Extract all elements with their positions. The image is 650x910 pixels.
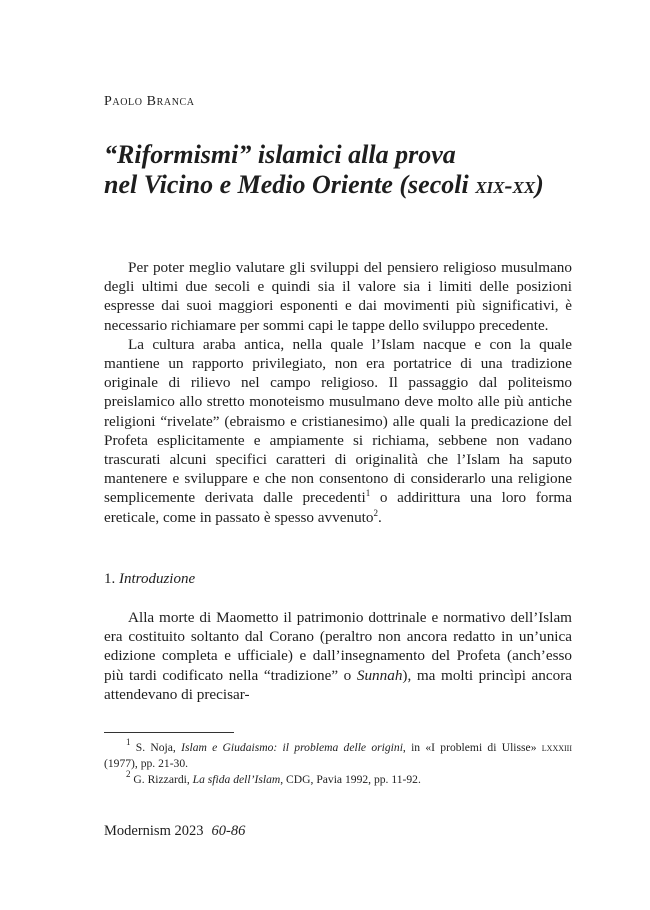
page-range: 60-86 <box>211 823 246 839</box>
author-name: Paolo Branca <box>104 94 195 109</box>
journal-name: Modernism 2023 <box>104 823 204 839</box>
footnote-ref-2[interactable]: 2 <box>373 507 378 518</box>
article-body <box>104 258 572 527</box>
section-body <box>104 608 572 704</box>
section-number: 1. <box>104 571 116 587</box>
footnote-1: $^1$ S. Noja, Islam e Giudaismo: il problema delle origini, in «I problemi di Ulisse» lxxxiii (1977), pp. 21-30. <box>104 737 572 770</box>
footnote-2: $^2$ G. Rizzardi, La sfida dell’Islam, CDG, Pavia 1992, pp. 11-92. <box>126 769 421 786</box>
title-line-1: “Riformismi” islamici alla prova <box>104 140 456 169</box>
footnote-divider <box>104 732 234 733</box>
footnote-ref-1[interactable]: 1 <box>365 488 371 499</box>
article-title <box>104 140 574 201</box>
footnotes <box>104 737 572 788</box>
paragraph-1: Per poter meglio valutare gli sviluppi del pensiero religioso musulmano degli ultimi due secoli e quindi sia il valore sia i limiti delle posizioni espresse dai suoi maggiori esponenti e dai movimenti più significativi, è necessario richiamare per sommi capi le tappe dello sviluppo precedente. <box>104 259 572 334</box>
section-heading <box>104 571 195 588</box>
paragraph-2: La cultura araba antica, nella quale l’Islam nacque e con la quale mantiene un rapporto privilegiato, non era portatrice di una tradizione originale di rilievo nel campo religioso. Il passaggio dal politeismo preislamico allo stretto monoteismo musulmano deve molto alle più antiche religioni “rivelate” (ebraismo e cristianesimo) alle quali la predicazione del Profeta esplicitamente e ampiamente si richiama, sebbene non vadano trascurati alcuni specifici caratteri di originalità che l’Islam ha saputo mantenere e sviluppare e che non consentono di considerarlo una religione semplicemente derivata dalle precedenti$^1$ o addirittura una loro forma ereticale, come in passato è spesso avvenuto$^2$. <box>104 335 572 526</box>
title-century-numerals: xix-xx <box>475 173 536 199</box>
page-footer <box>104 823 245 840</box>
title-line-2: nel Vicino e Medio Oriente (secoli xix-xx) <box>104 170 544 199</box>
section-title: Introduzione <box>119 571 196 587</box>
paragraph-3: Alla morte di Maometto il patrimonio dottrinale e normativo dell’Islam era costituito soltanto dal Corano (peraltro non ancora redatto in un’unica edizione completa e ufficiale) e dall’insegnamento del Profeta (anch’esso più tardi codificato nella “tradizione” o Sunnah), ma molti princìpi ancora attendevano di precisar- <box>104 609 572 703</box>
